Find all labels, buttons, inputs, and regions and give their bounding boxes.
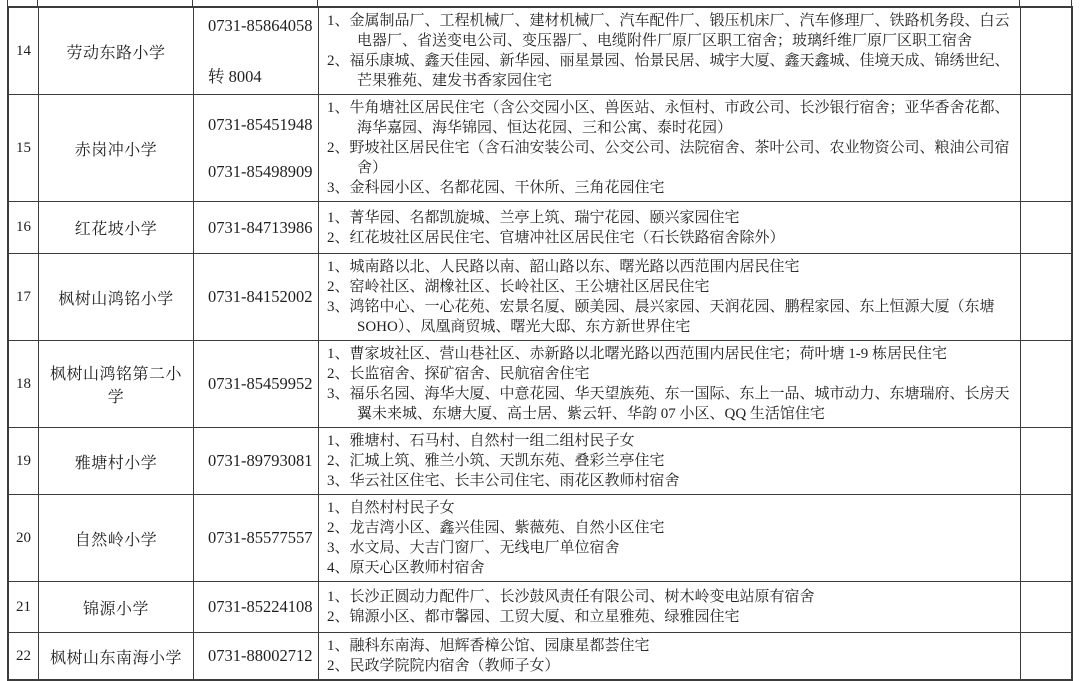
school-name-cell (39, 582, 194, 632)
table-row (9, 202, 1071, 254)
phone-line: 0731-84152002 (208, 287, 313, 306)
service-area-cell (319, 254, 1021, 340)
row-number: 18 (16, 375, 31, 392)
school-name-cell (39, 254, 194, 340)
service-area-item: 2、福乐康城、鑫天佳园、新华园、丽星景园、怡景民居、城宇大厦、鑫天鑫城、佳境天成、锦绣世纪、芒果雅苑、建发书香家园住宅 (327, 53, 1010, 89)
row-number: 22 (16, 647, 31, 664)
row-number-cell (9, 202, 39, 253)
school-phone-district-table (7, 6, 1073, 681)
school-name: 枫树山鸿铭小学 (58, 290, 174, 308)
phone-line: 0731-85451948 (208, 114, 313, 134)
school-name: 劳动东路小学 (66, 44, 166, 62)
row-number: 19 (16, 452, 31, 469)
service-area-item: 2、龙吉湾小区、鑫兴佳园、紫薇苑、自然小区住宅 (327, 520, 665, 536)
service-area-item: 2、汇城上筑、雅兰小筑、天凯东苑、叠彩兰亭住宅 (327, 453, 665, 469)
table-row (9, 254, 1071, 341)
phone-line: 转 8004 (208, 66, 262, 86)
phone-cell (194, 341, 319, 427)
service-area-cell (319, 428, 1021, 494)
phone-cell (194, 95, 319, 201)
row-number-cell (9, 428, 39, 494)
remarks-cell (1021, 95, 1071, 201)
row-number-cell (9, 582, 39, 632)
remarks-cell (1021, 254, 1071, 340)
phone-cell (194, 202, 319, 253)
school-name: 红花坡小学 (74, 221, 158, 238)
phone-line: 0731-85577557 (208, 528, 313, 547)
table-row (9, 495, 1071, 582)
service-area-cell (319, 95, 1021, 201)
service-area-item: 4、原天心区教师村宿舍 (327, 560, 485, 576)
service-area-item: 2、长监宿舍、探矿宿舍、民航宿舍住宅 (327, 366, 590, 382)
remarks-cell (1021, 8, 1071, 94)
service-area-item: 2、红花坡社区居民住宅、官塘冲社区居民住宅（石长铁路宿舍除外） (327, 229, 785, 246)
phone-line: 0731-84713986 (208, 217, 313, 237)
row-number: 17 (16, 288, 31, 305)
service-area-item: 1、融科东南海、旭辉香樟公馆、园康星都荟住宅 (327, 638, 650, 654)
row-number: 16 (16, 219, 31, 235)
school-name: 雅塘村小学 (74, 454, 158, 472)
remarks-cell (1021, 495, 1071, 581)
school-name-cell (39, 8, 194, 94)
row-number-cell (9, 8, 39, 94)
phone-cell (194, 254, 319, 340)
service-area-item: 1、长沙正圆动力配件厂、长沙鼓风责任有限公司、树木岭变电站原有宿舍 (327, 589, 815, 605)
service-area-item: 3、金科园小区、名都花园、干休所、三角花园住宅 (327, 180, 665, 196)
table-row (9, 582, 1071, 633)
service-area-item: 2、野坡社区居民住宅（含石油安装公司、公交公司、法院宿舍、茶叶公司、农业物资公司、粮油公司宿舍） (327, 140, 1010, 176)
service-area-item: 1、自然村村民子女 (327, 500, 455, 516)
school-name: 枫树山东南海小学 (49, 649, 182, 667)
row-number-cell (9, 254, 39, 340)
remarks-cell (1021, 582, 1071, 632)
table-row (9, 633, 1071, 679)
service-area-item: 1、雅塘村、石马村、自然村一组二组村民子女 (327, 433, 635, 449)
school-name-cell (39, 495, 194, 581)
school-name-cell (39, 95, 194, 201)
row-number: 20 (16, 529, 31, 546)
table-row (9, 95, 1071, 202)
school-name-cell (39, 428, 194, 494)
service-area-item: 1、金属制品厂、工程机械厂、建材机械厂、汽车配件厂、锻压机床厂、汽车修理厂、铁路机务段、白云电器厂、省送变电公司、变压器厂、电缆附件厂原厂区职工宿舍；玻璃纤维厂原厂区职工宿舍 (327, 13, 1010, 49)
phone-line: 0731-88002712 (208, 646, 313, 665)
row-number: 21 (16, 598, 31, 615)
phone-cell (194, 428, 319, 494)
service-area-item: 3、水文局、大吉门窗厂、无线电厂单位宿舍 (327, 540, 620, 556)
remarks-cell (1021, 428, 1071, 494)
row-number-cell (9, 495, 39, 581)
service-area-item: 3、福乐名园、海华大厦、中意花园、华天望族苑、东一国际、东上一品、城市动力、东塘瑞府、长房天翼未来城、东塘大厦、高士居、紫云轩、华韵 07 小区、QQ 生活馆住宅 (327, 386, 1010, 422)
phone-cell (194, 8, 319, 94)
service-area-item: 2、民政学院院内宿舍（教师子女） (327, 658, 560, 674)
row-number: 14 (16, 42, 31, 59)
service-area-item: 1、城南路以北、人民路以南、韶山路以东、曙光路以西范围内居民住宅 (327, 259, 800, 275)
school-name: 锦源小学 (82, 600, 149, 618)
phone-line: 0731-85864058 (208, 15, 313, 35)
phone-line: 0731-89793081 (208, 451, 313, 470)
school-name: 自然岭小学 (74, 531, 158, 549)
phone-line: 0731-85498909 (208, 161, 313, 181)
service-area-cell (319, 633, 1021, 679)
remarks-cell (1021, 633, 1071, 679)
table-row (9, 8, 1071, 95)
service-area-item: 1、曹家坡社区、营山巷社区、赤新路以北曙光路以西范围内居民住宅；荷叶塘 1-9 栋居民住宅 (327, 346, 947, 362)
service-area-item: 1、牛角塘社区居民住宅（含公交园小区、兽医站、永恒村、市政公司、长沙银行宿舍；亚华香舍花都、海华嘉园、海华锦园、恒达花园、三和公寓、泰时花园） (327, 100, 1010, 136)
school-name-cell (39, 202, 194, 253)
school-name-cell (39, 633, 194, 679)
school-name: 枫树山鸿铭第二小学 (49, 366, 182, 406)
table-row (9, 428, 1071, 495)
row-number-cell (9, 633, 39, 679)
remarks-cell (1021, 202, 1071, 253)
service-area-cell (319, 495, 1021, 581)
school-name: 赤岗冲小学 (74, 141, 158, 159)
service-area-item: 2、窑岭社区、湖橡社区、长岭社区、王公塘社区居民住宅 (327, 279, 710, 295)
row-number-cell (9, 95, 39, 201)
service-area-item: 1、菁华园、名都凯旋城、兰亭上筑、瑞宁花园、颐兴家园住宅 (327, 209, 740, 226)
phone-cell (194, 495, 319, 581)
service-area-item: 3、华云社区住宅、长丰公司住宅、雨花区教师村宿舍 (327, 473, 680, 489)
school-name-cell (39, 341, 194, 427)
service-area-item: 3、鸿铭中心、一心花苑、宏景名厦、颐美园、晨兴家园、天润花园、鹏程家园、东上恒源大厦（东塘SOHO）、凤凰商贸城、曙光大邸、东方新世界住宅 (327, 299, 995, 335)
row-number: 15 (16, 139, 31, 156)
service-area-cell (319, 341, 1021, 427)
table-row (9, 341, 1071, 428)
row-number-cell (9, 341, 39, 427)
phone-cell (194, 582, 319, 632)
phone-line: 0731-85459952 (208, 374, 313, 393)
service-area-cell (319, 582, 1021, 632)
service-area-cell (319, 8, 1021, 94)
phone-cell (194, 633, 319, 679)
service-area-cell (319, 202, 1021, 253)
service-area-item: 2、锦源小区、都市馨园、工贸大厦、和立星雅苑、绿雅园住宅 (327, 609, 740, 625)
remarks-cell (1021, 341, 1071, 427)
phone-line: 0731-85224108 (208, 597, 313, 616)
